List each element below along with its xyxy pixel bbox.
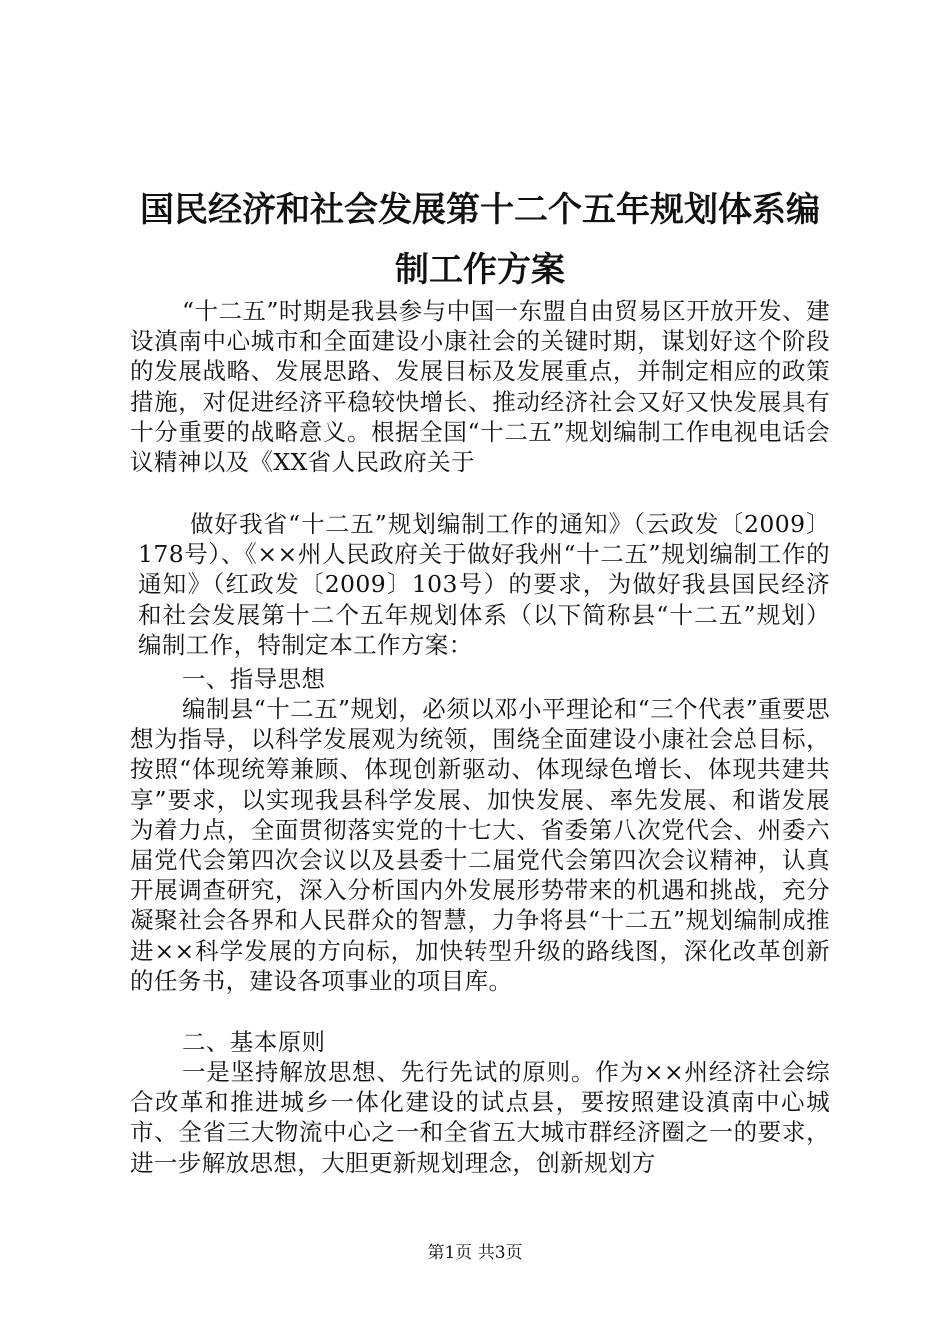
paragraph-guiding-thought: 编制县“十二五”规划，必须以邓小平理论和“三个代表”重要思想为指导，以科学发展观为统领，围绕全面建设小康社会总目标，按照“体现统筹兼顾、体现创新驱动、体现绿色增长、体现共建共享”要求，以实现我县科学发展、加快发展、率先发展、和谐发展为着力点，全面贯彻落实党的十七大、省委第八次党代会、州委六届党代会第四次会议以及县委十二届党代会第四次会议精神，认真开展调查研究，深入分析国内外发展形势带来的机遇和挑战，充分凝聚社会各界和人民群众的智慧，力争将县“十二五”规划编制成推进××科学发展的方向标，加快转型升级的路线图，深化改革创新的任务书，建设各项事业的项目库。 xyxy=(130,695,830,995)
paragraph-basic-principles: 一是坚持解放思想、先行先试的原则。作为××州经济社会综合改革和推进城乡一体化建设的试点县，要按照建设滇南中心城市、全省三大物流中心之一和全省五大城市群经济圈之一的要求，进一步解放思想，大胆更新规划理念，创新规划方 xyxy=(130,1058,830,1177)
document-title-line-2: 制工作方案 xyxy=(395,250,565,290)
section-heading-basic-principles: 二、基本原则 xyxy=(182,1028,326,1056)
page-number-footer: 第1页 共3页 xyxy=(427,1243,523,1263)
section-heading-guiding-thought: 一、指导思想 xyxy=(182,665,326,693)
document-title-line-1: 国民经济和社会发展第十二个五年规划体系编 xyxy=(140,190,820,230)
paragraph-intro-continued: 做好我省“十二五”规划编制工作的通知》（云政发〔2009〕178号）、《××州人民政府关于做好我州“十二五”规划编制工作的通知》（红政发〔2009〕103号）的要求，为做好我县国民经济和社会发展第十二个五年规划体系（以下简称县“十二五”规划）编制工作，特制定本工作方案： xyxy=(138,510,830,659)
paragraph-intro: “十二五”时期是我县参与中国一东盟自由贸易区开放开发、建设滇南中心城市和全面建设小康社会的关键时期，谋划好这个阶段的发展战略、发展思路、发展目标及发展重点，并制定相应的政策措施，对促进经济平稳较快增长、推动经济社会又好又快发展具有十分重要的战略意义。根据全国“十二五”规划编制工作电视电话会议精神以及《XX省人民政府关于 xyxy=(130,297,830,477)
